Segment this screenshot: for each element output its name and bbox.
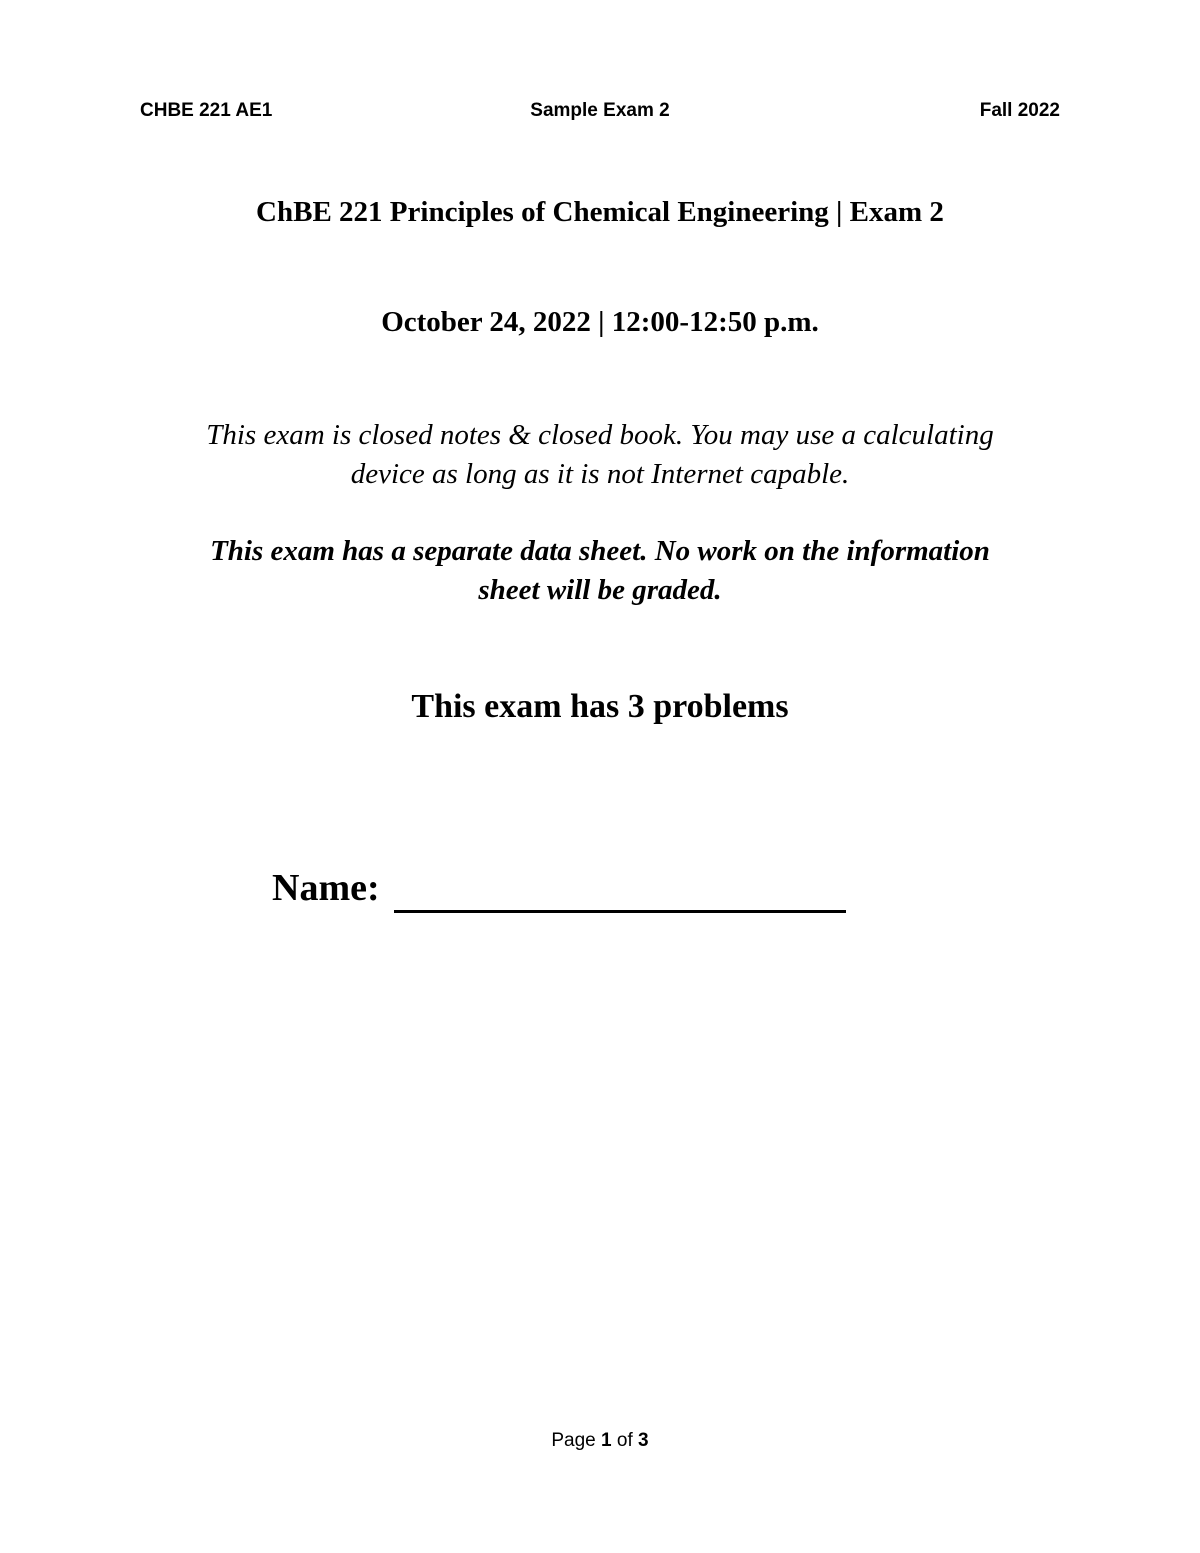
page-current: 1: [601, 1430, 612, 1451]
exam-rules: [150, 416, 1050, 494]
page-footer: [0, 1430, 1200, 1452]
term: Fall 2022: [979, 100, 1060, 121]
name-field: [272, 866, 852, 916]
page-header: [140, 100, 1060, 128]
course-code: CHBE 221 AE1: [140, 100, 273, 121]
exam-date-time: October 24, 2022 | 12:00-12:50 p.m.: [381, 306, 819, 338]
name-label: Name:: [272, 867, 380, 909]
exam-rules-line-1: This exam is closed notes & closed book. You may use a calculating: [206, 419, 994, 451]
problem-count: This exam has 3 problems: [411, 688, 789, 725]
exam-title: ChBE 221 Principles of Chemical Engineering | Exam 2: [256, 196, 944, 228]
of-word: of: [616, 1430, 633, 1451]
data-sheet-notice-line-2: sheet will be graded.: [478, 574, 722, 606]
data-sheet-notice: [150, 532, 1050, 610]
name-blank-line: [394, 910, 846, 913]
page-word: Page: [551, 1430, 596, 1451]
page-total: 3: [638, 1430, 649, 1451]
exam-rules-line-2: device as long as it is not Internet capable.: [350, 458, 850, 490]
document-name: Sample Exam 2: [530, 100, 670, 121]
data-sheet-notice-line-1: This exam has a separate data sheet. No work on the information: [210, 535, 990, 567]
